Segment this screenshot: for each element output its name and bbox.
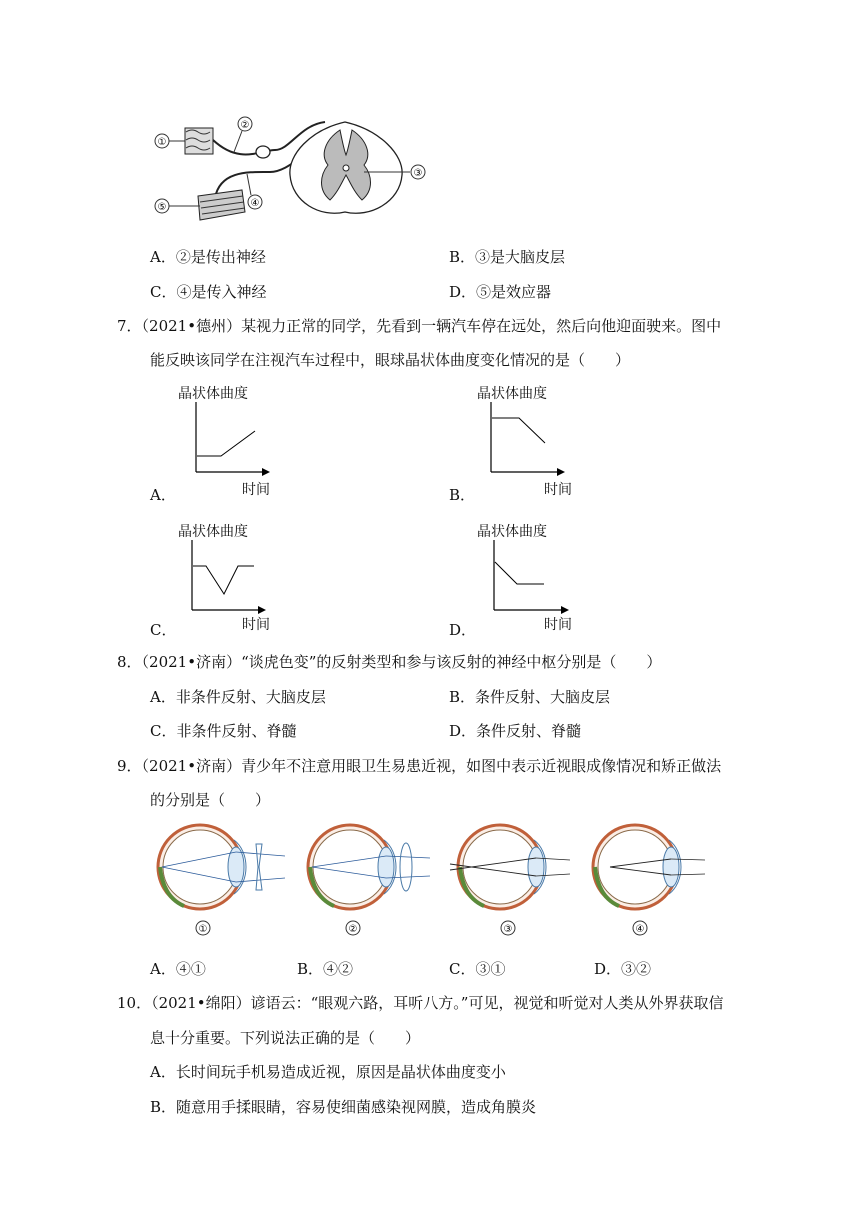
q6-option-b: B．③是大脑皮层 [449, 248, 566, 266]
q6-option-d: D．⑤是效应器 [449, 283, 552, 301]
q7-stem-line2: 能反映该同学在注视汽车过程中，眼球晶状体曲度变化情况的是（ ） [150, 351, 631, 369]
reflex-arc-figure [150, 110, 440, 225]
label-3: ③ [413, 168, 423, 179]
q8-option-c: C．非条件反射、脊髓 [150, 722, 297, 740]
q7-stem-line1: 7．（2021•德州）某视力正常的同学，先看到一辆汽车停在远处，然后向他迎面驶来。图中 [117, 317, 722, 335]
eye-diagram-1 [150, 822, 290, 942]
eye-diagram-3 [445, 822, 585, 942]
q7-option-b: B． [449, 486, 476, 504]
eye-label-3: ③ [503, 924, 513, 935]
q8-option-d: D．条件反射、脊髓 [449, 722, 582, 740]
q9-stem-line2: 的分别是（ ） [150, 791, 271, 809]
q6-option-c: C．④是传入神经 [150, 283, 267, 301]
eye-label-4: ④ [635, 924, 645, 935]
effector-shape [198, 190, 245, 220]
q8-option-a: A．非条件反射、大脑皮层 [150, 688, 326, 706]
spinal-cord-section [290, 122, 402, 213]
q9-option-d: D．③② [594, 960, 652, 978]
q9-option-c: C．③① [449, 960, 506, 978]
q7-a-xlabel: 时间 [242, 482, 270, 498]
q7-b-ylabel: 晶状体曲度 [477, 386, 547, 402]
eye-diagram-2 [300, 822, 440, 942]
q7-option-d: D． [449, 621, 477, 639]
label-5: ⑤ [157, 202, 167, 213]
q7-option-c: C． [150, 621, 177, 639]
q7-b-xlabel: 时间 [544, 482, 572, 498]
q10-option-b: B．随意用手揉眼睛，容易使细菌感染视网膜，造成角膜炎 [150, 1098, 537, 1116]
q10-stem-line2: 息十分重要。下列说法正确的是（ ） [150, 1029, 421, 1047]
q7-graph-d [449, 518, 579, 638]
q8-option-b: B．条件反射、大脑皮层 [449, 688, 611, 706]
eye-label-1: ① [198, 924, 208, 935]
receptor-shape [185, 128, 213, 154]
q7-c-ylabel: 晶状体曲度 [178, 524, 248, 540]
label-2: ② [240, 120, 250, 131]
q7-graph-b [449, 380, 579, 504]
q6-option-a: A．②是传出神经 [150, 248, 266, 266]
label-1: ① [157, 137, 167, 148]
eye-diagram-4 [580, 822, 720, 942]
q7-c-xlabel: 时间 [242, 617, 270, 633]
q7-graph-c [150, 518, 280, 638]
label-4: ④ [250, 198, 260, 209]
q7-d-xlabel: 时间 [544, 617, 572, 633]
q8-stem: 8．（2021•济南）“谈虎色变”的反射类型和参与该反射的神经中枢分别是（ ） [117, 653, 662, 671]
q7-d-ylabel: 晶状体曲度 [477, 524, 547, 540]
q7-a-ylabel: 晶状体曲度 [178, 386, 248, 402]
q7-option-a: A． [150, 486, 176, 504]
q9-option-b: B．④② [297, 960, 354, 978]
q10-option-a: A．长时间玩手机易造成近视，原因是晶状体曲度变小 [150, 1063, 506, 1081]
eye-label-2: ② [348, 924, 358, 935]
q10-stem-line1: 10．（2021•绵阳）谚语云：“眼观六路，耳听八方。”可见，视觉和听觉对人类从外界获取信 [117, 994, 724, 1012]
q9-stem-line1: 9．（2021•济南）青少年不注意用眼卫生易患近视，如图中表示近视眼成像情况和矫正做法 [117, 757, 722, 775]
q7-graph-a [150, 380, 280, 504]
q9-option-a: A．④① [150, 960, 206, 978]
